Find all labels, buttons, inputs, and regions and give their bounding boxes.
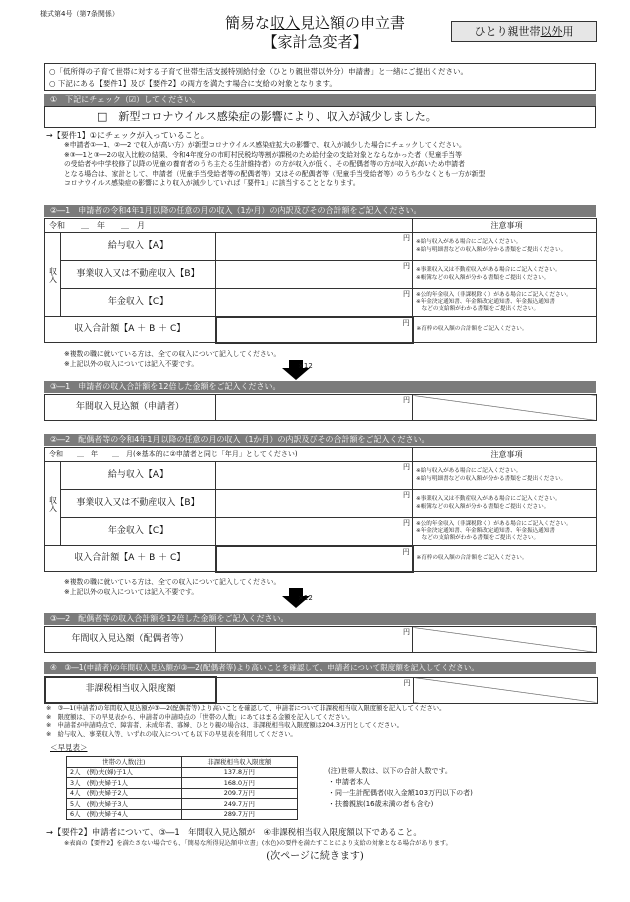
- notes-header: 注意事項: [413, 448, 597, 462]
- quickref-title: ＜早見表＞: [50, 743, 88, 752]
- section3-1-header: ③―1 申請者の収入合計額を12倍した金額をご記入ください。: [44, 381, 596, 393]
- business-label: 事業収入又は不動産収入【B】: [61, 490, 216, 518]
- yen-unit: 円: [403, 628, 410, 636]
- note-line: コロナウイルス感染症の影響により収入が減少していれば「要件1」に該当することとなります。: [64, 179, 360, 187]
- yen-unit: 円: [403, 262, 411, 270]
- total-label: 収入合計額【A ＋ B ＋ C】: [45, 317, 216, 343]
- hint-line: ※給与明細書などの収入額が分かる書類をご提出ください。: [416, 246, 567, 253]
- note-line: ※③―1と③―2の収入比較の結果、令和4年度分の市町村民税均等割が課税のため給付金の支給対象とならなかった者（児童手当等: [64, 150, 462, 159]
- hint-line: ※給与収入がある場合にご記入ください。: [416, 468, 522, 475]
- diagonal-cell: [413, 627, 597, 653]
- diagonal-cell: [413, 395, 597, 421]
- yen-unit: 円: [403, 491, 411, 499]
- section1-notes: [64, 141, 598, 189]
- applicant-income-table: [44, 218, 597, 344]
- note-line: ※申請者①―1、②―2 で収入が高い方）が新型コロナウイルス感染症拡大の影響で、収入が減少した場合にチェックしてください。: [64, 141, 466, 149]
- table-row: [67, 809, 298, 820]
- salary-hint: [413, 233, 597, 261]
- pension-label: 年金収入【C】: [61, 518, 216, 546]
- quickref-table: [66, 756, 298, 820]
- quickref-col-amount: 非課税相当収入限度額: [181, 757, 297, 768]
- table-row: [67, 799, 298, 810]
- amount-cell: 209.7万円: [181, 788, 297, 799]
- amount-cell: 289.7万円: [181, 809, 297, 820]
- amount-cell: 168.0万円: [181, 778, 297, 789]
- hint-line: ※年金決定通知書、年金額改定通知書、年金振込通知書: [416, 527, 555, 534]
- note-line: ※複数の職に就いている方は、全ての収入について記入してください。: [64, 350, 281, 358]
- income-side-label: 収入: [45, 462, 61, 546]
- tag-underlined: 以外: [540, 25, 563, 38]
- hint-line: などの支給額がわかる書類をご提出ください。: [416, 535, 540, 542]
- note-line: ※ 限度額は、下の早見表から、申請者の申請時点の「世帯の人数」にあてはまる金額を記入してください。: [46, 713, 354, 721]
- section2-1-notes: [64, 350, 280, 369]
- yen-unit: 円: [402, 547, 410, 556]
- pension-hint: [413, 289, 597, 317]
- hint-line: などの支給額がわかる書類をご提出ください。: [416, 306, 540, 313]
- total-hint: ※育枠の収入額の合計額をご記入ください。: [413, 546, 597, 572]
- yen-unit: 円: [403, 234, 411, 242]
- section4-notes: [46, 705, 598, 739]
- spouse-annual-label: 年間収入見込額（配偶者等）: [45, 627, 216, 653]
- applicant-annual-table: [44, 394, 597, 421]
- total-amount-input[interactable]: [216, 317, 413, 343]
- title-part: 簡易な: [224, 14, 270, 32]
- title-part: 見込額の申立書: [300, 14, 406, 32]
- salary-amount-input[interactable]: [216, 462, 413, 490]
- note-line: の受給者や中学校修了以降の児童の養育者のうち主たる生計維持者）の方が収入が低く、その配偶者等の方が収入が高いため申請者: [64, 160, 465, 168]
- section1-header: ① 下記にチェック（☑）してください。: [44, 94, 596, 106]
- yen-unit: 円: [403, 290, 411, 298]
- pension-label: 年金収入【C】: [61, 289, 216, 317]
- amount-cell: 249.7万円: [181, 799, 297, 810]
- salary-hint: [413, 462, 597, 490]
- limit-label: 非課税相当収入限度額: [45, 677, 216, 703]
- spouse-annual-input[interactable]: [216, 627, 413, 653]
- note-line: ・申請者本人: [328, 778, 370, 786]
- hint-line: ※事業収入又は不動産収入がある場合にご記入ください。: [416, 267, 561, 274]
- intro-line: ○「低所得の子育て世帯に対する子育て世帯生活支援特別給付金（ひとり親世帯以外分）申請書」と一緒にご提出ください。: [49, 67, 469, 76]
- people-cell: 5人 (例)夫婦子3人: [67, 799, 182, 810]
- hint-line: ※帳簿などの収入額が分かる書類をご提出ください。: [416, 503, 550, 510]
- times-twelve: ×12: [298, 362, 313, 370]
- table-row: [67, 788, 298, 799]
- note-line: ・同一生計配偶者(収入金額103万円以下の者): [328, 789, 473, 797]
- month-field[interactable]: 令和 ＿ 年 ＿ 月(※基本的に②申請者と同じ「年月」としてください): [45, 448, 413, 462]
- yen-unit: 円: [403, 519, 411, 527]
- tag-part: ひとり親世帯: [474, 25, 541, 38]
- business-amount-input[interactable]: [216, 490, 413, 518]
- requirement2-note: ※表面の【要件2】を満たさない場合でも、「簡易な所得見込額申立書」(水色)の要件を満たすことにより支給の対象となる場合があります。: [64, 840, 452, 847]
- hint-line: ※給与明細書などの収入額が分かる書類をご提出ください。: [416, 475, 567, 482]
- yen-unit: 円: [403, 396, 410, 404]
- note-line: ※複数の職に就いている方は、全ての収入について記入してください。: [64, 578, 281, 586]
- spouse-income-table: [44, 447, 597, 573]
- people-cell: 4人 (例)夫婦子2人: [67, 788, 182, 799]
- limit-table: [44, 676, 598, 704]
- hint-line: ※給与収入がある場合にご記入ください。: [416, 239, 522, 246]
- table-row: [67, 767, 298, 778]
- note-line: ※上記以外の収入については記入不要です。: [64, 359, 199, 368]
- salary-amount-input[interactable]: [216, 233, 413, 261]
- hint-line: ※事業収入又は不動産収入がある場合にご記入ください。: [416, 496, 561, 503]
- note-line: (注)世帯人数は、以下の合計人数です。: [328, 767, 452, 775]
- tag-part: 用: [562, 25, 574, 38]
- note-line: ・扶養親族(16歳未満の者も含む): [328, 800, 434, 808]
- section2-2-notes: [64, 578, 280, 597]
- salary-label: 給与収入【A】: [61, 462, 216, 490]
- intro-line: ○ 下記にある【要件1】及び【要件2】の両方を満たす場合に支給の対象となります。: [49, 78, 337, 88]
- salary-label: 給与収入【A】: [61, 233, 216, 261]
- quickref-side-notes: [328, 766, 473, 810]
- yen-unit: 円: [402, 318, 410, 327]
- applicant-annual-input[interactable]: [216, 395, 413, 421]
- table-row: [67, 778, 298, 789]
- month-field[interactable]: 令和 ＿ 年 ＿ 月: [45, 219, 413, 233]
- pension-amount-input[interactable]: [216, 289, 413, 317]
- note-line: となる場合は、家計として、申請者（児童手当受給者等の配偶者等）又はその配偶者等（児童手当受給者等）のうち少なくとも一方が新型: [64, 169, 486, 178]
- note-line: ※ ③―1(申請者)の年間収入見込額が③―2(配偶者等)より高いことを確認して、申請者について非課税相当収入限度額を記入してください。: [46, 705, 446, 712]
- amount-cell: 137.8万円: [181, 767, 297, 778]
- total-hint: ※育枠の収入額の合計額をご記入ください。: [413, 317, 597, 343]
- form-number: 様式第4号（第7条関係）: [40, 10, 119, 18]
- diagonal-cell: [413, 677, 597, 703]
- business-hint: [413, 261, 597, 289]
- pension-amount-input[interactable]: [216, 518, 413, 546]
- hint-line: ※公的年金収入（非課税除く）がある場合にご記入ください。: [416, 520, 572, 527]
- household-type-tag: [451, 21, 597, 42]
- covid-checkbox[interactable]: □ 新型コロナウイルス感染症の影響により、収入が減少しました。: [44, 106, 596, 128]
- total-amount-input[interactable]: [216, 546, 413, 572]
- people-cell: 6人 (例)夫婦子4人: [67, 809, 182, 820]
- note-line: ※ 申請者が申請時点で、障害者、未成年者、寡婦、ひとり親の場合は、非課税相当収入限度額は204.3万円としてください。: [46, 722, 403, 730]
- yen-unit: 円: [403, 463, 411, 471]
- quickref-col-people: 世帯の人数(注): [67, 757, 182, 768]
- title-underlined: 収入: [269, 14, 300, 32]
- applicant-annual-label: 年間収入見込額（申請者）: [45, 395, 216, 421]
- people-cell: 3人 (例)夫婦子1人: [67, 778, 182, 789]
- income-side-label: 収入: [45, 233, 61, 317]
- people-cell: 2人 (例)夫(婦)子1人: [67, 767, 182, 778]
- section2-1-header: ②―1 申請者の令和4年1月以降の任意の月の収入（1か月）の内訳及びその合計額をご記入ください。: [44, 205, 596, 217]
- section4-header: ④ ③―1(申請者)の年間収入見込額が③―2(配偶者等)より高いことを確認して、申請者について限度額を記入してください。: [44, 662, 596, 674]
- continue-footer: (次ページに続きます): [266, 851, 364, 862]
- notes-header: 注意事項: [413, 219, 597, 233]
- section3-2-header: ③―2 配偶者等の収入合計額を12倍した金額をご記入ください。: [44, 613, 596, 625]
- note-line: ※上記以外の収入については記入不要です。: [64, 587, 199, 596]
- note-line: ※ 給与収入、事業収入等、いずれの収入についても以下の早見表を利用してください。: [46, 730, 297, 738]
- requirement1: →【要件1】①にチェックが入っていること。: [46, 131, 209, 140]
- intro-notice: [44, 63, 596, 91]
- hint-line: ※帳簿などの収入額が分かる書類をご提出ください。: [416, 274, 550, 281]
- total-label: 収入合計額【A ＋ B ＋ C】: [45, 546, 216, 572]
- limit-input[interactable]: [216, 677, 413, 703]
- title-subtitle: 【家計急変者】: [262, 33, 368, 51]
- times-twelve: ×12: [298, 594, 313, 602]
- business-hint: [413, 490, 597, 518]
- business-amount-input[interactable]: [216, 261, 413, 289]
- spouse-annual-table: [44, 626, 597, 653]
- hint-line: ※公的年金収入（非課税除く）がある場合にご記入ください。: [416, 291, 572, 298]
- business-label: 事業収入又は不動産収入【B】: [61, 261, 216, 289]
- yen-unit: 円: [403, 678, 411, 687]
- requirement2: →【要件2】申請者について、③―1 年間収入見込額が ④非課税相当収入限度額以下であること。: [46, 827, 422, 837]
- pension-hint: [413, 518, 597, 546]
- section2-2-header: ②―2 配偶者等の令和4年1月以降の任意の月の収入（1か月）の内訳及びその合計額をご記入ください。: [44, 434, 596, 446]
- hint-line: ※年金決定通知書、年金額改定通知書、年金振込通知書: [416, 298, 555, 305]
